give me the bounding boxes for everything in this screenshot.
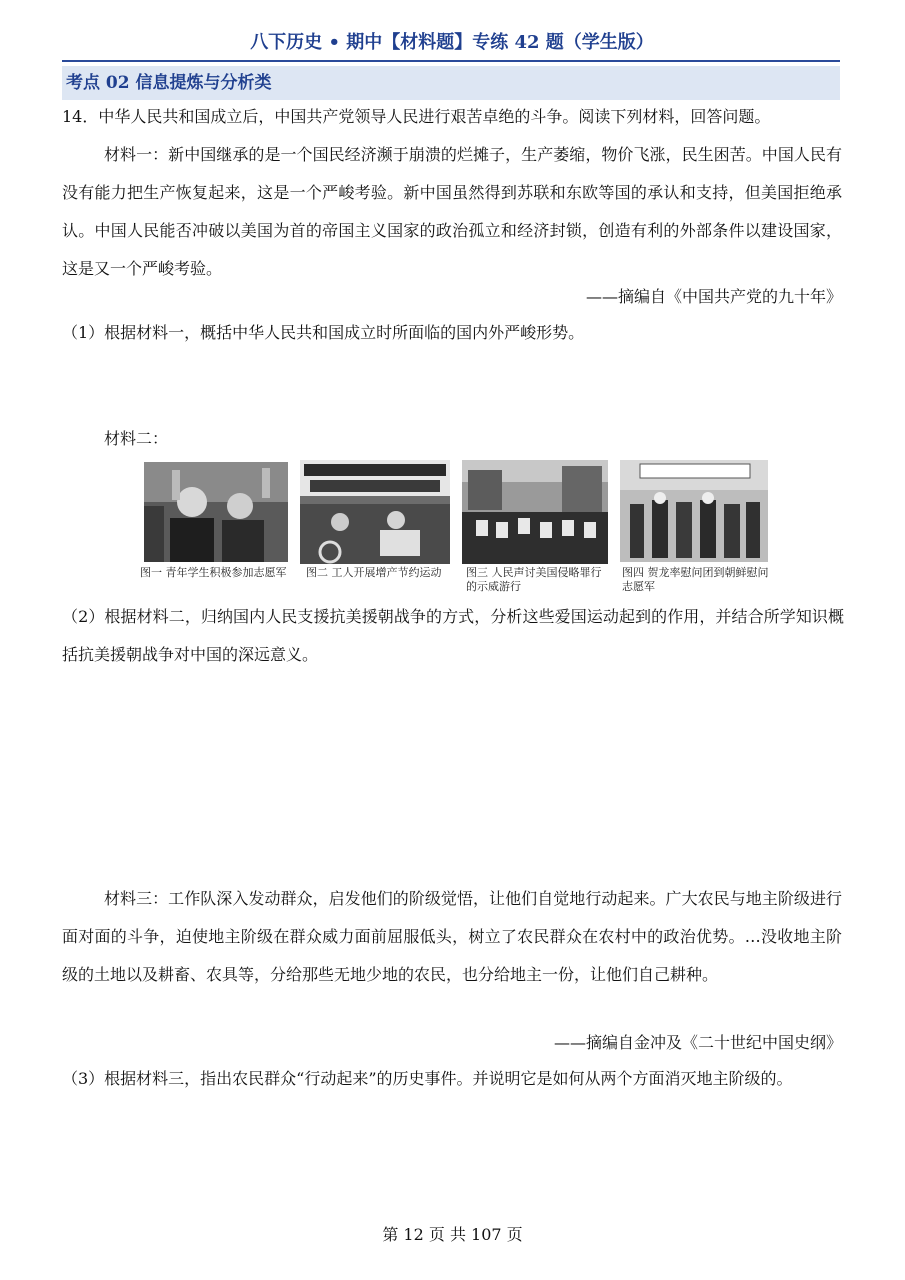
section-title: 考点 02 信息提炼与分析类: [62, 66, 840, 100]
material-one: 材料一：新中国继承的是一个国民经济濒于崩溃的烂摊子，生产萎缩，物价飞涨，民生困苦。中国人民有没有能力把生产恢复起来，这是一个严峻考验。新中国虽然得到苏联和东欧等国的承认和支持，但美国拒绝承认。中国人民能否冲破以美国为首的帝国主义国家的政治孤立和经济封锁，创造有利的外部条件以建设国家，这是又一个严峻考验。: [62, 145, 842, 278]
sub-question-2: （2）根据材料二，归纳国内人民支援抗美援朝战争的方式，分析这些爱国运动起到的作用，并结合所学知识概括抗美援朝战争对中国的深远意义。: [62, 607, 844, 664]
photo-caption-3: 图三 人民声讨美国侵略罪行的示威游行: [466, 566, 602, 593]
material-three-source: ——摘编自金冲及《二十世纪中国史纲》: [553, 1033, 842, 1052]
photo-caption-4: 图四 贺龙率慰问团到朝鲜慰问志愿军: [622, 566, 769, 593]
photo-production-movement: [300, 460, 450, 564]
sub-question-3: （3）根据材料三，指出农民群众“行动起来”的历史事件。并说明它是如何从两个方面消灭地主阶级的。: [62, 1069, 793, 1088]
photo-demonstration: [462, 460, 608, 564]
material-one-source: ——摘编自《中国共产党的九十年》: [585, 287, 842, 306]
photo-helong-delegation: [620, 460, 768, 562]
photo-youth-volunteers: [144, 462, 288, 562]
question-stem: 14．中华人民共和国成立后，中国共产党领导人民进行艰苦卓绝的斗争。阅读下列材料，回答问题。: [62, 107, 771, 126]
sub-question-1: （1）根据材料一，概括中华人民共和国成立时所面临的国内外严峻形势。: [62, 323, 585, 342]
material-two-label: 材料二：: [104, 429, 169, 448]
photo-caption-1: 图一 青年学生积极参加志愿军: [140, 566, 287, 579]
header-divider: [62, 60, 840, 62]
page-number: 第 12 页 共 107 页: [382, 1225, 523, 1244]
photo-caption-2: 图二 工人开展增产节约运动: [306, 566, 442, 579]
page-header: 八下历史 • 期中【材料题】专练 42 题（学生版）: [250, 32, 654, 53]
material-three: 材料三：工作队深入发动群众，启发他们的阶级觉悟，让他们自觉地行动起来。广大农民与地主阶级进行面对面的斗争，迫使地主阶级在群众威力面前屈服低头，树立了农民群众在农村中的政治优势。…没收地主阶级的土地以及耕畜、农具等，分给那些无地少地的农民，也分给地主一份，让他们自己耕种。: [62, 889, 842, 984]
